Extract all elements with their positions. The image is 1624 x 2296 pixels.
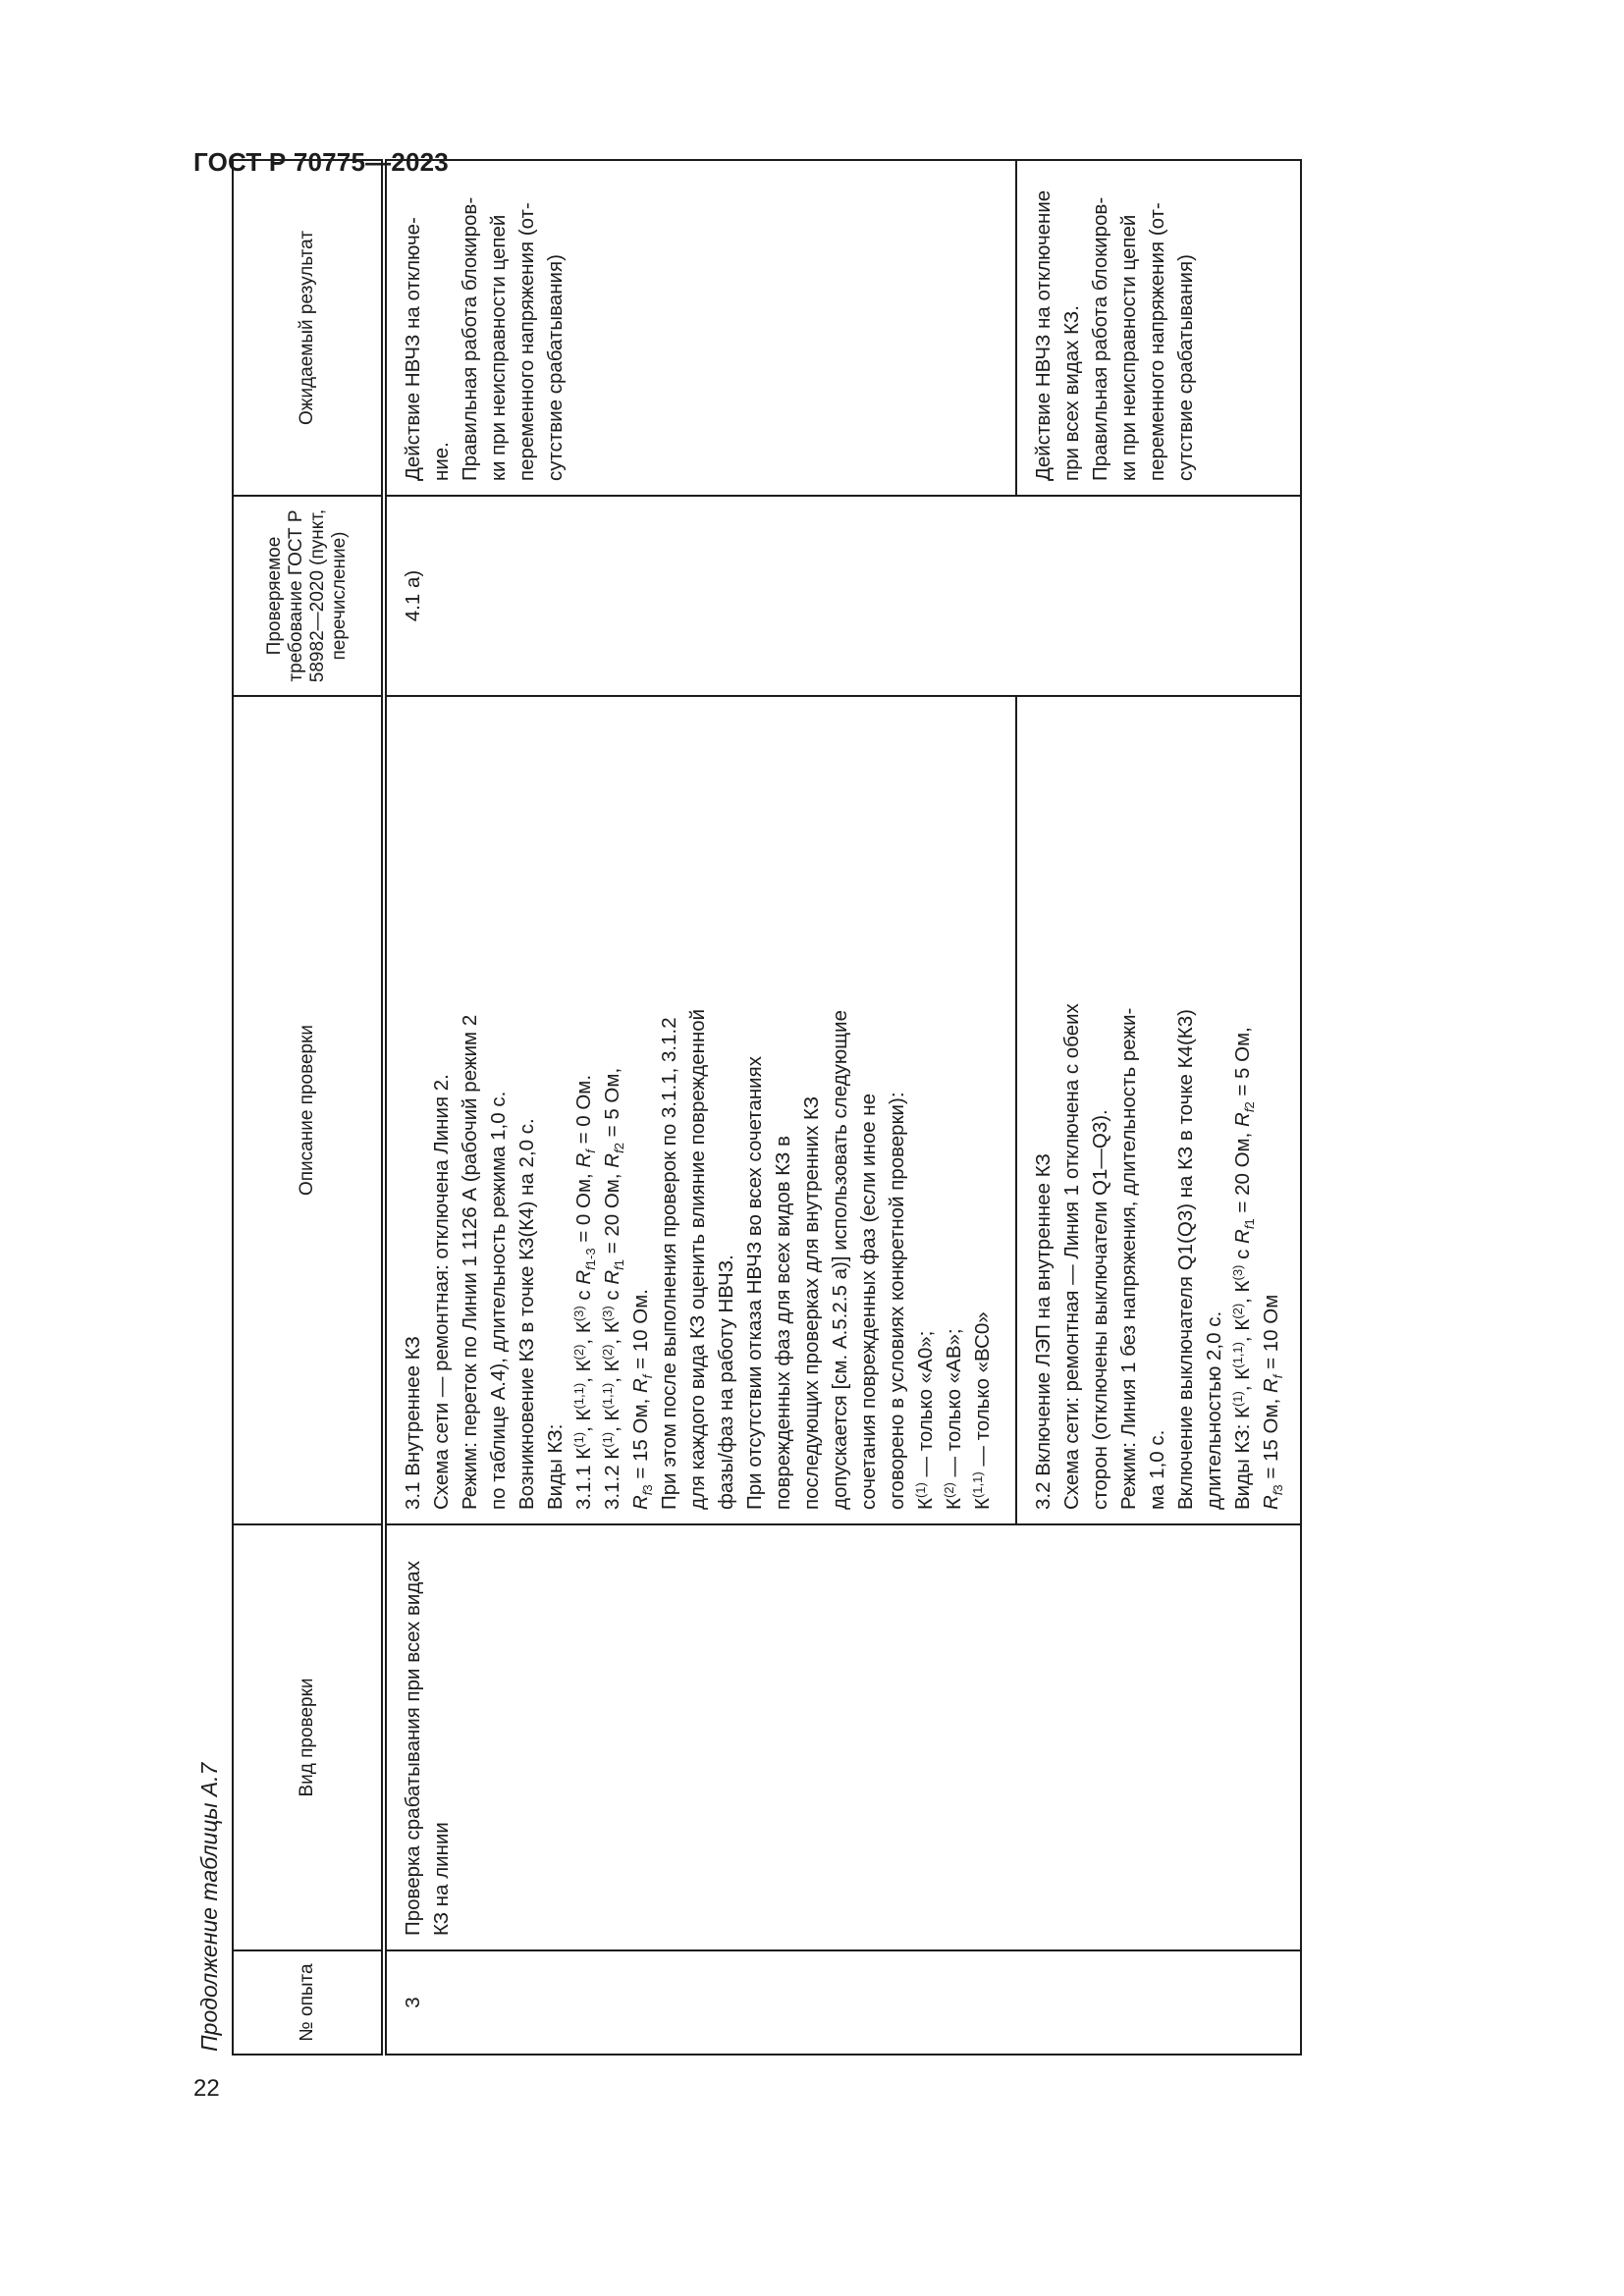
test-table [232, 159, 1302, 2056]
table-container [232, 189, 1302, 2056]
col-header-result: Ожидаемый результат [233, 160, 384, 496]
desc-line: 3.1 Внутреннее КЗ [402, 1336, 424, 1510]
cell-description-3-2 [1016, 696, 1301, 1524]
result-line: ки при неисправности цепей [487, 214, 510, 481]
desc-line: $R_{f3} = 15$ Ом, $R_f = 10$ Ом [1259, 1294, 1285, 1510]
desc-line: К$^{(1,1)}$ — только «ВС0» [970, 1311, 994, 1510]
result-line: Действие НВЧЗ на отключение [1031, 189, 1055, 481]
desc-line: Схема сети — ремонтная: отключена Линия 2. [430, 1074, 453, 1510]
desc-line: допускается [см. А.5.2.5 а)] использовать следующие [829, 1010, 851, 1510]
desc-line: $R_{f3} = 15$ Ом, $R_f = 10$ Ом. [629, 1288, 655, 1510]
desc-line: поврежденных фаз для всех видов КЗ в [772, 1136, 794, 1510]
cell-description-3-1 [384, 696, 1016, 1524]
result-line: сутствие срабатывания) [544, 254, 567, 481]
result-line: ки при неисправности цепей [1116, 214, 1140, 481]
cell-result-3-2 [1016, 160, 1301, 496]
desc-line: сочетания поврежденных фаз (если иное не [857, 1093, 880, 1510]
desc-line: При этом после выполнения проверок по 3.1.1, 3.1.2 [658, 1017, 680, 1510]
desc-line: оговорено в условиях конкретной проверки): [886, 1092, 908, 1510]
result-line: переменного напряжения (от- [515, 202, 538, 481]
desc-line: фазы/фаз на работу НВЧЗ. [715, 1255, 737, 1510]
desc-line: ма 1,0 с. [1145, 1429, 1168, 1510]
result-line: сутствие срабатывания) [1173, 254, 1197, 481]
desc-line: Включение выключателя Q1(Q3) на КЗ в точке К4(К3) [1173, 1009, 1197, 1510]
result-line: переменного напряжения (от- [1145, 202, 1168, 481]
desc-line: 3.1.1 $К^{(1)}$, К$^{(1,1)}$, $К^{(2)}$, $К^{(3)}$ с $R_{f1-3} = 0$ Ом, $R_f = 0$ Ом. [571, 1074, 598, 1510]
table-caption: Продолжение таблицы А.7 [196, 1762, 222, 2052]
desc-line: Виды КЗ: [544, 1423, 567, 1510]
page-number: 22 [193, 2075, 220, 2102]
desc-line: Схема сети: ремонтная — Линия 1 отключена с обеих [1059, 1003, 1083, 1510]
desc-line: $К^{(2)}$ — только «АВ»; [942, 1328, 965, 1510]
col-header-type: Вид проверки [233, 1524, 384, 1950]
document-header: ГОСТ Р 70775—2023 [193, 147, 449, 177]
table-row [384, 160, 1016, 2055]
desc-line: длительностью 2,0 с. [1202, 1310, 1225, 1510]
cell-type: Проверка срабатывания при всех видах КЗ на линии [384, 1524, 1301, 1950]
desc-line: $К^{(1)}$ — только «А0»; [913, 1330, 937, 1510]
desc-line: сторон (отключены выключатели Q1—Q3). [1088, 1109, 1111, 1510]
table-header-row [233, 160, 384, 2055]
caption-container [189, 1364, 229, 2052]
cell-number: 3 [384, 1950, 1301, 2055]
desc-line: 3.1.2 $К^{(1)}$, К$^{(1,1)}$, $К^{(2)}$, $К^{(3)}$ с $R_{f1} = 20$ Ом, $R_{f2} = 5$ Ом, [600, 1067, 626, 1510]
result-line: Правильная работа блокиров- [459, 196, 481, 481]
col-header-number: № опыта [233, 1950, 384, 2055]
desc-line: Режим: Линия 1 без напряжения, длительность режи- [1116, 1007, 1140, 1510]
result-line: ние. [430, 442, 453, 481]
desc-line: При отсутствии отказа НВЧЗ во всех сочетаниях [743, 1056, 766, 1510]
result-line: Правильная работа блокиров- [1088, 196, 1111, 481]
col-header-requirement: Проверяемое требование ГОСТ Р 58982—2020 (пункт, перечисление) [233, 496, 384, 696]
desc-line: 3.2 Включение ЛЭП на внутреннее КЗ [1031, 1153, 1055, 1510]
cell-requirement: 4.1 а) [384, 496, 1301, 696]
desc-line: Возникновение КЗ в точке К3(К4) на 2,0 с. [515, 1118, 538, 1510]
desc-line: последующих проверках для внутренних КЗ [800, 1095, 823, 1510]
desc-line: для каждого вида КЗ оценить влияние поврежденной [686, 1008, 709, 1510]
desc-line: Виды КЗ: $К^{(1)}$, К$^{(1,1)}$, $К^{(2)}$, $К^{(3)}$ с $R_{f1} = 20$ Ом, $R_{f2} = 5$ Ом, [1229, 1027, 1257, 1510]
result-line: при всех видах КЗ. [1059, 305, 1083, 481]
rotated-table-frame [232, 189, 1302, 2056]
col-header-description: Описание проверки [233, 696, 384, 1524]
desc-line: Режим: переток по Линии 1 1126 А (рабочий режим 2 [459, 1014, 481, 1510]
result-line: Действие НВЧЗ на отключе- [402, 217, 424, 481]
cell-result-3-1 [384, 160, 1016, 496]
desc-line: по таблице А.4), длительность режима 1,0 с. [487, 1091, 510, 1510]
